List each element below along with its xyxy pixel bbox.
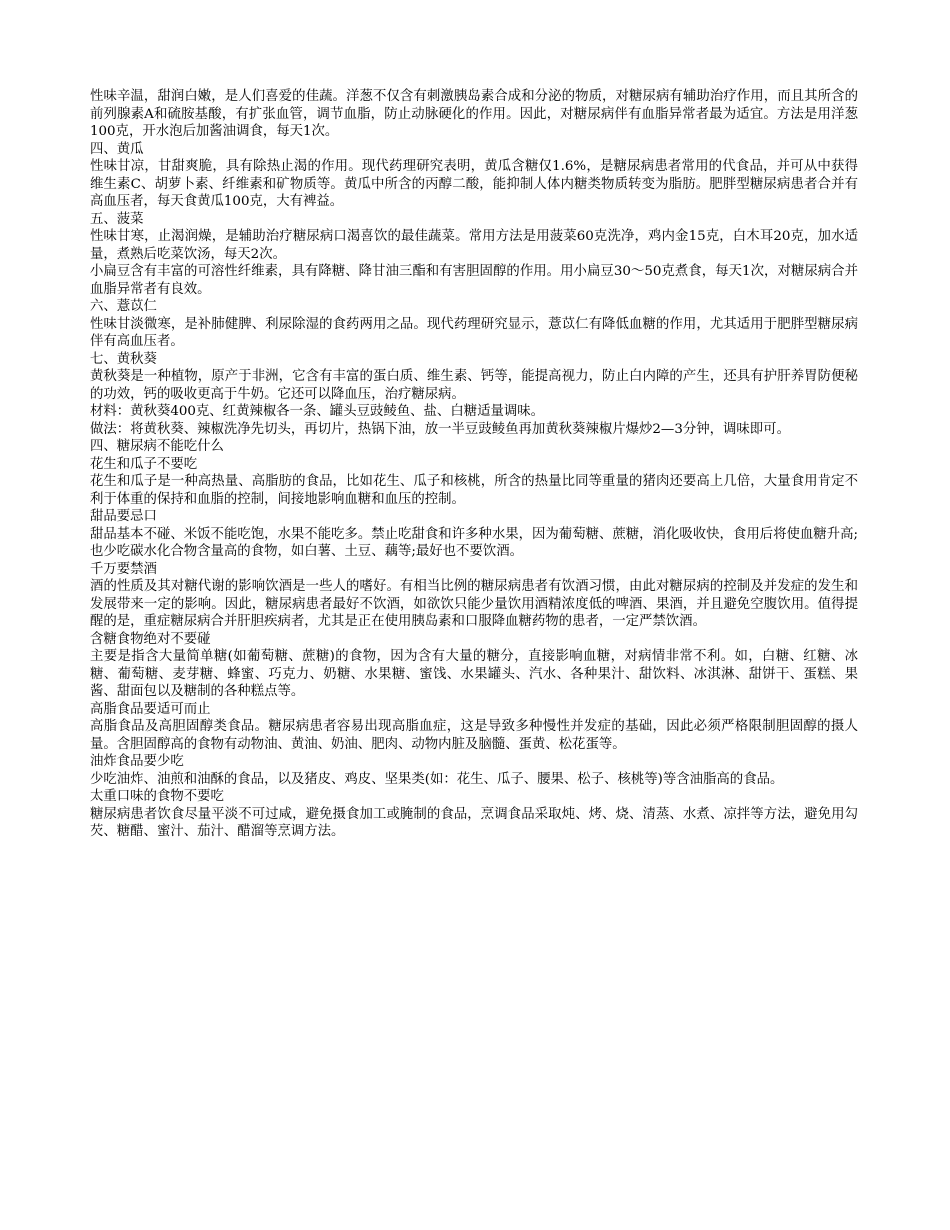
paragraph-sugary-foods: 主要是指含大量简单糖(如葡萄糖、蔗糖)的食物，因为含有大量的糖分，直接影响血糖，对病情非常不利。如，白糖、红糖、冰糖、葡萄糖、麦芽糖、蜂蜜、巧克力、奶糖、水果糖、蜜饯、水果罐头、汽水、各种果汁、甜饮料、冰淇淋、甜饼干、蛋糕、果酱、甜面包以及糖制的各种糕点等。 (90, 649, 858, 699)
paragraph-high-fat-foods: 高脂食品及高胆固醇类食品。糖尿病患者容易出现高脂血症，这是导致多种慢性并发症的基础，因此必须严格限制胆固醇的摄人量。含胆固醇高的食物有动物油、黄油、奶油、肥肉、动物内脏及脑髓、蛋黄、松花蛋等。 (90, 719, 858, 752)
heading-heavy-flavor: 太重口味的食物不要吃 (90, 789, 224, 804)
paragraph-heavy-flavor: 糖尿病患者饮食尽量平淡不可过咸，避免摄食加工或腌制的食品，烹调食品采取炖、烤、烧、清蒸、水煮、凉拌等方法，避免用勾芡、糖醋、蜜汁、茄汁、醋溜等烹调方法。 (90, 806, 858, 839)
paragraph-sweets: 甜品基本不碰、米饭不能吃饱，水果不能吃多。禁止吃甜食和许多种水果，因为葡萄糖、蔗糖，消化吸收快，食用后将使血糖升高;也少吃碳水化合物含量高的食物，如白薯、土豆、藕等;最好也不要饮酒。 (90, 526, 858, 559)
document-body (90, 88, 858, 841)
paragraph-alcohol: 酒的性质及其对糖代谢的影响饮酒是一些人的嗜好。有相当比例的糖尿病患者有饮酒习惯，由此对糖尿病的控制及并发症的发生和发展带来一定的影响。因此，糖尿病患者最好不饮酒，如欲饮只能少量饮用酒精浓度低的啤酒、果酒，并且避免空腹饮用。值得提醒的是，重症糖尿病合并肝胆疾病者，尤其是正在使用胰岛素和口服降血糖药物的患者，一定严禁饮酒。 (90, 579, 858, 629)
heading-fried-foods: 油炸食品要少吃 (90, 754, 184, 769)
heading-peanuts-seeds: 花生和瓜子不要吃 (90, 456, 198, 472)
heading-okra: 七、黄秋葵 (90, 351, 157, 367)
paragraph-peanuts-seeds: 花生和瓜子是一种高热量、高脂肪的食品，比如花生、瓜子和核桃，所含的热量比同等重量的猪肉还要高上几倍，大量食用肯定不利于体重的保持和血脂的控制，间接地影响血糖和血压的控制。 (90, 474, 858, 507)
paragraph-lentil: 小扁豆含有丰富的可溶性纤维素，具有降糖、降甘油三酯和有害胆固醇的作用。用小扁豆30～50克煮食，每天1次，对糖尿病合并血脂异常者有良效。 (90, 264, 858, 297)
heading-foods-to-avoid: 四、糖尿病不能吃什么 (90, 439, 224, 454)
heading-cucumber: 四、黄瓜 (90, 141, 144, 157)
paragraph-okra-ingredients: 材料：黄秋葵400克、红黄辣椒各一条、罐头豆豉鲮鱼、盐、白糖适量调味。 (90, 404, 545, 419)
heading-spinach: 五、菠菜 (90, 211, 144, 227)
paragraph-fried-foods: 少吃油炸、油煎和油酥的食品，以及猪皮、鸡皮、坚果类(如：花生、瓜子、腰果、松子、核桃等)等含油脂高的食品。 (90, 771, 784, 787)
paragraph-onion: 性味辛温，甜润白嫩，是人们喜爱的佳蔬。洋葱不仅含有刺激胰岛素合成和分泌的物质，对糖尿病有辅助治疗作用，而且其所含的前列腺素A和硫胺基酸，有扩张血管，调节血脂，防止动脉硬化的作用。因此，对糖尿病伴有血脂异常者最为适宜。方法是用洋葱100克，开水泡后加酱油调食，每天1次。 (90, 89, 858, 139)
heading-sugary-foods: 含糖食物绝对不要碰 (90, 631, 211, 647)
heading-coix-seed: 六、薏苡仁 (90, 299, 157, 314)
paragraph-cucumber: 性味甘凉，甘甜爽脆，具有除热止渴的作用。现代药理研究表明，黄瓜含糖仅1.6%，是糖尿病患者常用的代食品，并可从中获得维生素C、胡萝卜素、纤维素和矿物质等。黄瓜中所含的丙醇二酸，能抑制人体内糖类物质转变为脂肪。肥胖型糖尿病患者合并有高血压者，每天食黄瓜100克，大有裨益。 (90, 159, 858, 209)
paragraph-coix-seed: 性味甘淡微寒，是补肺健脾、利尿除湿的食药两用之品。现代药理研究显示，薏苡仁有降低血糖的作用，尤其适用于肥胖型糖尿病伴有高血压者。 (90, 316, 858, 349)
paragraph-okra-method: 做法：将黄秋葵、辣椒洗净先切头，再切片，热锅下油，放一半豆豉鲮鱼再加黄秋葵辣椒片爆炒2—3分钟，调味即可。 (90, 421, 790, 437)
heading-alcohol: 千万要禁酒 (90, 561, 157, 577)
paragraph-okra: 黄秋葵是一种植物，原产于非洲，它含有丰富的蛋白质、维生素、钙等，能提高视力，防止白内障的产生，还具有护肝养胃防便秘的功效，钙的吸收更高于牛奶。它还可以降血压，治疗糖尿病。 (90, 369, 858, 402)
heading-sweets: 甜品要忌口 (90, 509, 157, 524)
paragraph-spinach: 性味甘寒，止渴润燥，是辅助治疗糖尿病口渴喜饮的最佳蔬菜。常用方法是用菠菜60克洗净，鸡内金15克，白木耳20克，加水适量，煮熟后吃菜饮汤，每天2次。 (90, 229, 858, 262)
heading-high-fat-foods: 高脂食品要适可而止 (90, 701, 211, 717)
